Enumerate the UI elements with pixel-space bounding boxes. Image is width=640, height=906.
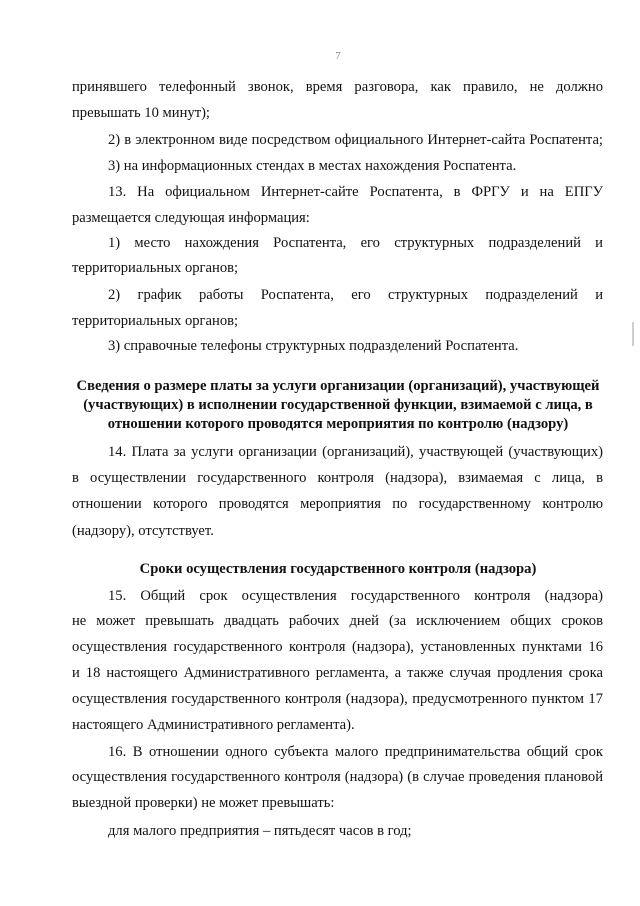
text-line: принявшего телефонный звонок, время разговора, как правило, не должно	[72, 79, 603, 95]
text-line: 14. Плата за услуги организации (организаций), участвующей (участвующих)	[108, 444, 603, 460]
text-line: осуществления государственного контроля (надзора), установленных пунктами 16	[72, 639, 603, 655]
text-line: 1) место нахождения Роспатента, его структурных подразделений и	[108, 235, 603, 251]
text-line: отношении которого проводятся мероприятия по государственному контролю	[72, 496, 603, 512]
text-line: 2) в электронном виде посредством официального Интернет-сайта Роспатента;	[108, 132, 603, 148]
text-line: не может превышать двадцать рабочих дней (за исключением общих сроков	[72, 613, 603, 629]
text-line: и 18 настоящего Административного регламента, а также случая продления срока	[72, 665, 603, 681]
text-line: 16. В отношении одного субъекта малого предпринимательства общий срок	[108, 744, 603, 760]
section-heading: (участвующих) в исполнении государственной функции, взимаемой с лица, в	[83, 397, 593, 413]
text-line: превышать 10 минут);	[72, 105, 210, 121]
text-line: 13. На официальном Интернет-сайте Роспатента, в ФРГУ и на ЕПГУ	[108, 184, 603, 200]
section-heading: Сроки осуществления государственного контроля (надзора)	[139, 561, 537, 577]
section-heading: отношении которого проводятся мероприятия по контролю (надзору)	[107, 416, 569, 432]
text-line: 3) справочные телефоны структурных подразделений Роспатента.	[108, 338, 519, 354]
text-line: территориальных органов;	[72, 313, 239, 329]
text-line: настоящего Административного регламента).	[72, 717, 355, 733]
text-line: 15. Общий срок осуществления государственного контроля (надзора)	[108, 588, 603, 604]
text-line: в осуществлении государственного контроля (надзора), взимаемая с лица, в	[72, 470, 603, 486]
text-line: осуществления государственного контроля (надзора) (в случае проведения плановой	[72, 769, 603, 785]
text-line: для малого предприятия – пятьдесят часов в год;	[108, 823, 412, 839]
text-line: (надзору), отсутствует.	[72, 523, 214, 539]
text-line: территориальных органов;	[72, 260, 239, 276]
text-line: выездной проверки) не может превышать:	[72, 795, 335, 811]
text-line: размещается следующая информация:	[72, 210, 310, 226]
text-line: осуществления государственного контроля (надзора), предусмотренного пунктом 17	[72, 691, 603, 707]
section-heading: Сведения о размере платы за услуги организации (организаций), участвующей	[76, 378, 600, 394]
text-line: 3) на информационных стендах в местах нахождения Роспатента.	[108, 158, 517, 174]
text-line: 2) график работы Роспатента, его структурных подразделений и	[108, 287, 603, 303]
scan-edge-mark	[632, 322, 634, 346]
page-number: 7	[335, 50, 341, 62]
